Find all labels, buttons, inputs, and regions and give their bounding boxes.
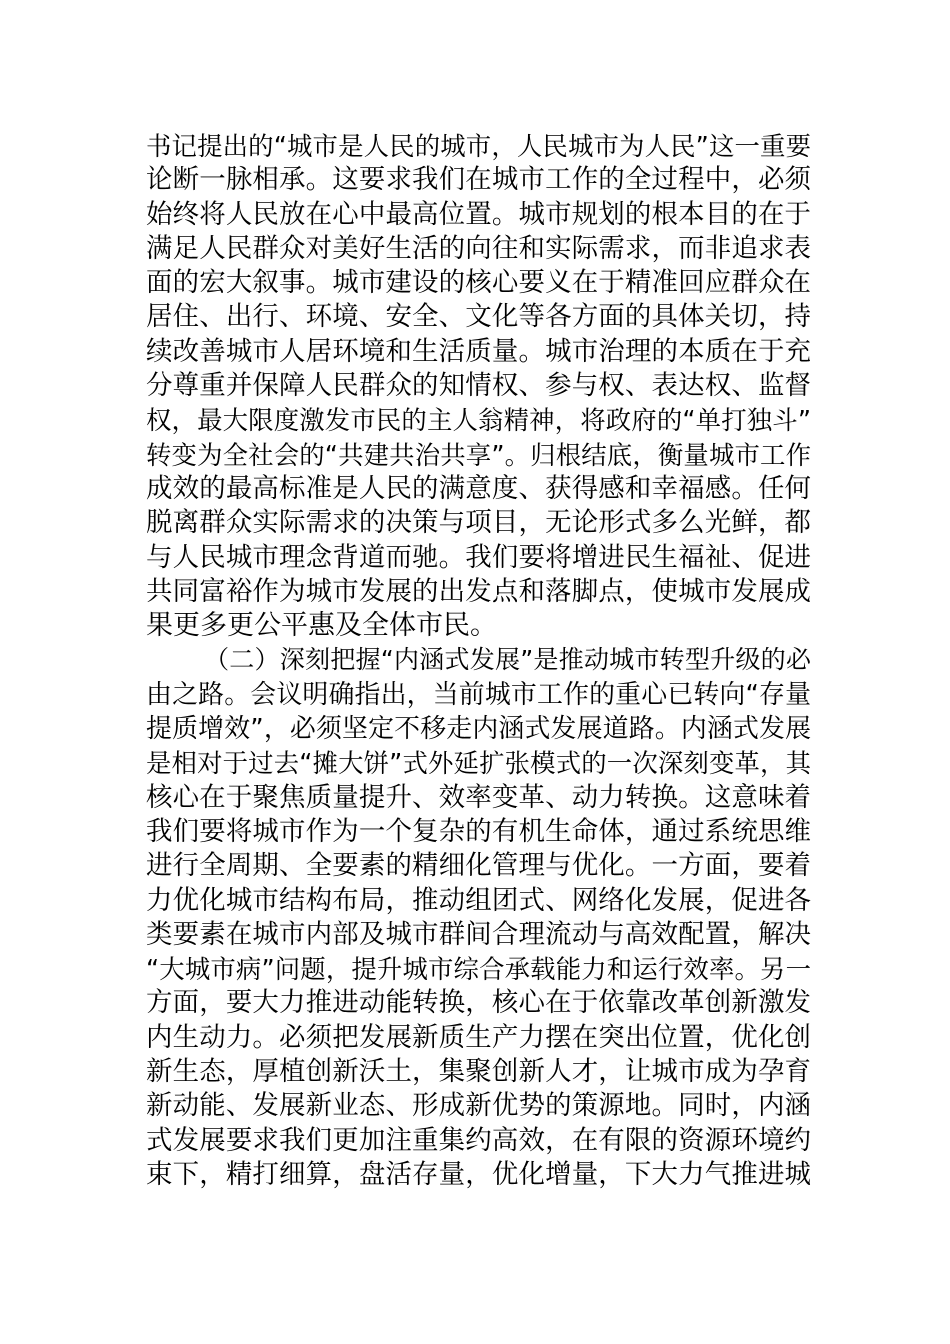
document-body: [146, 129, 811, 1192]
text-line: 权，最大限度激发市民的主人翁精神，将政府的“单打独斗”: [146, 405, 811, 436]
paragraph-2: [146, 643, 811, 1192]
text-line: 是相对于过去“摊大饼”式外延扩张模式的一次深刻变革，其: [146, 748, 811, 779]
text-line: 力优化城市结构布局，推动组团式、网络化发展，促进各: [146, 884, 811, 916]
text-line: 成效的最高标准是人民的满意度、获得感和幸福感。任何: [146, 472, 811, 504]
text-line: 面的宏大叙事。城市建设的核心要义在于精准回应群众在: [146, 267, 811, 299]
text-line: 始终将人民放在心中最高位置。城市规划的根本目的在于: [146, 198, 811, 230]
text-line: 果更多更公平惠及全体市民。: [146, 610, 497, 642]
text-line: “大城市病”问题，提升城市综合承载能力和运行效率。另一: [146, 954, 811, 985]
text-line: 与人民城市理念背道而驰。我们要将增进民生福祉、促进: [146, 541, 811, 573]
text-line: 我们要将城市作为一个复杂的有机生命体，通过系统思维: [146, 815, 811, 847]
text-line: 书记提出的“城市是人民的城市，人民城市为人民”这一重要: [146, 131, 811, 161]
text-line: 论断一脉相承。这要求我们在城市工作的全过程中，必须: [146, 164, 811, 196]
text-line: 新生态，厚植创新沃土，集聚创新人才，让城市成为孕育: [146, 1056, 811, 1088]
text-line: 提质增效”，必须坚定不移走内涵式发展道路。内涵式发展: [146, 714, 811, 745]
text-line: 转变为全社会的“共建共治共享”。归根结底，衡量城市工作: [146, 439, 811, 470]
text-line: 分尊重并保障人民群众的知情权、参与权、表达权、监督: [146, 370, 811, 402]
text-line: 脱离群众实际需求的决策与项目，无论形式多么光鲜，都: [146, 507, 811, 539]
text-line: 类要素在城市内部及城市群间合理流动与高效配置，解决: [146, 918, 811, 950]
text-line: 式发展要求我们更加注重集约高效，在有限的资源环境约: [146, 1124, 811, 1156]
text-line: 由之路。会议明确指出，当前城市工作的重心已转向“存量: [146, 679, 811, 710]
text-line: 续改善城市人居环境和生活质量。城市治理的本质在于充: [146, 335, 811, 367]
text-line: 居住、出行、环境、安全、文化等各方面的具体关切，持: [146, 301, 811, 333]
text-line: 新动能、发展新业态、形成新优势的策源地。同时，内涵: [146, 1090, 811, 1122]
text-line: 满足人民群众对美好生活的向往和实际需求，而非追求表: [146, 232, 811, 264]
text-line: 核心在于聚焦质量提升、效率变革、动力转换。这意味着: [146, 781, 811, 813]
paragraph-1: [146, 129, 811, 643]
text-line: （二）深刻把握“内涵式发展”是推动城市转型升级的必: [204, 645, 811, 675]
text-line: 方面，要大力推进动能转换，核心在于依靠改革创新激发: [146, 987, 811, 1019]
text-line: 共同富裕作为城市发展的出发点和落脚点，使城市发展成: [146, 575, 811, 607]
text-line: 进行全周期、全要素的精细化管理与优化。一方面，要着: [146, 850, 811, 882]
text-line: 束下，精打细算，盘活存量，优化增量，下大力气推进城: [146, 1158, 811, 1190]
text-line: 内生动力。必须把发展新质生产力摆在突出位置，优化创: [146, 1021, 811, 1053]
